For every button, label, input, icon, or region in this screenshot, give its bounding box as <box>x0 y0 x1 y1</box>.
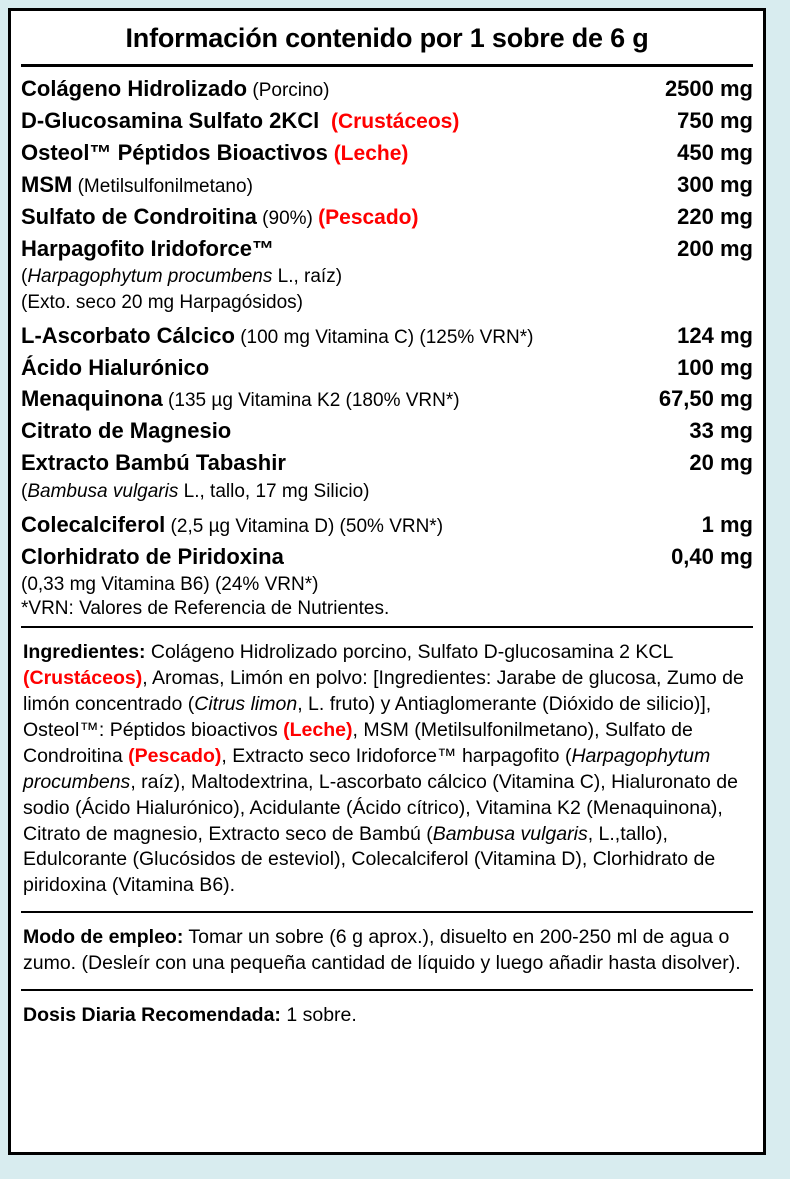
ingredients-text-7: , L.,tallo), Edulcorante (Glucósidos de esteviol), Colecalciferol (Vitamina D), Clorhidrato de piridoxina (Vitamina B6). <box>23 822 716 897</box>
nutrient-detail: (Porcino) <box>247 80 330 101</box>
botanical-name: Harpagophytum procumbens <box>23 744 711 793</box>
nutrient-name-cell <box>21 447 639 479</box>
ingredients-divider <box>21 626 753 628</box>
botanical-name: Harpagophytum procumbens <box>27 266 273 288</box>
nutrient-detail: (2,5 µg Vitamina D) (50% VRN*) <box>165 515 444 537</box>
table-row <box>21 479 753 505</box>
ingredients-text-4: , MSM (Metilsulfonilmetano), Sulfato de Condroitina <box>23 718 693 767</box>
nutrient-name: L-Ascorbato Cálcico <box>21 322 235 348</box>
page-title: Información contenido por 1 sobre de 6 g <box>125 23 649 53</box>
table-row <box>21 415 753 447</box>
ingredients-text-5: , Extracto seco Iridoforce™ harpagofito ( <box>221 744 572 767</box>
piridoxina-detail-line: (0,33 mg Vitamina B6) (24% VRN*) <box>21 574 319 596</box>
ingredients-text-2: , Aromas, Limón en polvo: [Ingredientes: Jarabe de glucosa, Zumo de limón concentrado ( <box>23 666 744 715</box>
table-row <box>21 447 753 479</box>
table-row <box>21 169 753 201</box>
nutrient-name: Ácido Hialurónico <box>21 354 210 380</box>
table-row <box>21 233 753 265</box>
nutrient-table <box>21 73 753 620</box>
harpagofito-extract-line: (Exto. seco 20 mg Harpagósidos) <box>21 291 303 313</box>
nutrient-amount: 100 mg <box>677 354 753 380</box>
ingredients-text-6: , raíz), Maltodextrina, L-ascorbato cálcico (Vitamina C), Hialuronato de sodio (Ácido Hialurónico), Acidulante (Ácido cítrico), Vitamina K2 (Menaquinona), Citrato de magnesio, Extracto seco de Bambú ( <box>23 770 738 845</box>
allergen-tag: (Leche) <box>333 141 409 165</box>
nutrient-amount: 450 mg <box>677 139 753 165</box>
nutrition-label-panel <box>8 8 766 1155</box>
nutrient-name-cell <box>21 415 639 447</box>
nutrient-name-cell <box>21 137 639 169</box>
table-row <box>21 264 753 290</box>
nutrient-name: Clorhidrato de Piridoxina <box>21 543 284 569</box>
nutrient-amount: 2500 mg <box>664 76 753 101</box>
ingredients-text-3: , L. fruto) y Antiaglomerante (Dióxido de silicio)], Osteol™: Péptidos bioactivos <box>23 692 712 741</box>
nutrient-name: MSM <box>21 171 73 197</box>
ingredients-label: Ingredientes: <box>23 641 146 664</box>
nutrient-name: Menaquinona <box>21 386 163 412</box>
nutrient-name-cell <box>21 201 639 233</box>
nutrient-amount: 220 mg <box>677 203 753 229</box>
ingredients-text-1: Colágeno Hidrolizado porcino, Sulfato D-glucosamina 2 KCL <box>145 641 673 664</box>
botanical-rest: L., tallo, 17 mg Silicio) <box>178 481 370 502</box>
nutrient-name-cell <box>21 541 639 573</box>
dose-label: Dosis Diaria Recomendada: <box>23 1004 281 1027</box>
nutrient-name: Colágeno Hidrolizado <box>21 76 248 101</box>
nutrient-name-cell <box>21 316 639 352</box>
dose-section <box>21 997 753 1035</box>
table-row <box>21 105 753 137</box>
nutrient-name: Osteol™ Péptidos Bioactivos <box>21 139 328 165</box>
nutrient-name-cell <box>21 383 639 415</box>
botanical-name: Citrus limon <box>194 692 298 715</box>
usage-section <box>21 919 753 983</box>
table-row <box>21 137 753 169</box>
table-row <box>21 73 753 105</box>
table-row <box>21 541 753 573</box>
nutrient-detail: (Metilsulfonilmetano) <box>72 175 253 197</box>
nutrient-name: Colecalciferol <box>21 511 166 537</box>
title-divider <box>21 64 753 67</box>
nutrient-name: Extracto Bambú Tabashir <box>21 450 286 476</box>
nutrient-amount: 0,40 mg <box>671 543 753 569</box>
botanical-rest: L., raíz) <box>272 266 343 288</box>
usage-text: Tomar un sobre (6 g aprox.), disuelto en 200-250 ml de agua o zumo. (Desleír con una pequeña cantidad de líquido y luego añadir hasta disolver). <box>23 926 741 975</box>
nutrient-name-cell <box>21 505 639 541</box>
nutrient-detail: (100 mg Vitamina C) (125% VRN*) <box>234 326 534 348</box>
nutrient-amount: 750 mg <box>677 107 753 133</box>
nutrient-name-cell <box>21 105 639 137</box>
allergen-tag: (Leche) <box>283 718 353 741</box>
bambu-botanical-line: (Bambusa vulgaris L., tallo, 17 mg Silicio) <box>21 481 370 502</box>
harpagofito-botanical-line: (Harpagophytum procumbens L., raíz) <box>21 266 343 288</box>
allergen-tag: (Crustáceos) <box>330 109 460 133</box>
nutrient-amount: 33 mg <box>689 418 753 444</box>
table-row <box>21 383 753 415</box>
dose-text: 1 sobre. <box>280 1004 357 1027</box>
botanical-name: Bambusa vulgaris <box>27 481 179 502</box>
usage-label: Modo de empleo: <box>23 926 184 949</box>
nutrient-name-cell <box>21 169 639 201</box>
ingredients-section <box>21 634 753 905</box>
nutrient-amount: 200 mg <box>677 235 753 261</box>
allergen-tag: (Crustáceos) <box>23 666 143 689</box>
nutrient-detail: (135 µg Vitamina K2 (180% VRN*) <box>162 390 460 412</box>
table-row <box>21 201 753 233</box>
nutrient-detail: (90%) <box>256 207 319 229</box>
dose-divider <box>21 989 753 991</box>
allergen-tag: (Pescado) <box>318 205 419 229</box>
nutrient-name: Sulfato de Condroitina <box>21 203 257 229</box>
nutrient-name: D-Glucosamina Sulfato 2KCl <box>21 107 320 133</box>
nutrient-amount: 67,50 mg <box>658 386 753 412</box>
table-row <box>21 572 753 598</box>
vrn-footnote: *VRN: Valores de Referencia de Nutrientes. <box>21 598 390 620</box>
nutrient-name-cell <box>21 352 639 384</box>
nutrient-amount: 1 mg <box>701 511 753 537</box>
nutrient-amount: 124 mg <box>677 322 753 348</box>
botanical-name: Bambusa vulgaris <box>432 822 588 845</box>
nutrient-amount: 20 mg <box>689 450 753 476</box>
nutrient-name-cell <box>21 73 639 105</box>
allergen-tag: (Pescado) <box>128 744 222 767</box>
nutrient-name: Harpagofito Iridoforce™ <box>21 235 275 261</box>
table-row <box>21 352 753 384</box>
nutrient-amount: 300 mg <box>677 171 753 197</box>
table-row <box>21 290 753 316</box>
table-row <box>21 505 753 541</box>
nutrient-name-cell <box>21 233 639 265</box>
table-row <box>21 598 753 620</box>
nutrient-name: Citrato de Magnesio <box>21 418 232 444</box>
usage-divider <box>21 911 753 913</box>
table-row <box>21 316 753 352</box>
